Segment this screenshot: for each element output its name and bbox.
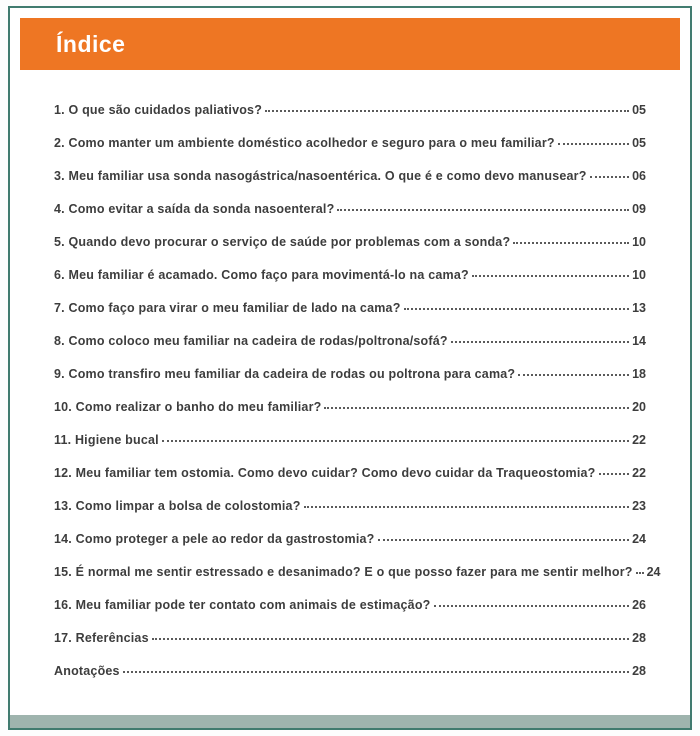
toc-entry — [54, 599, 646, 612]
toc-entry-label: 12. Meu familiar tem ostomia. Como devo cuidar? Como devo cuidar da Traqueostomia? — [54, 466, 596, 480]
toc-entry — [54, 565, 661, 579]
toc-entry — [54, 434, 646, 447]
toc-entry-page: 13 — [632, 301, 646, 315]
dot-leader — [265, 110, 629, 112]
toc-entry-page: 24 — [632, 532, 646, 546]
dot-leader — [472, 275, 629, 277]
index-header — [20, 18, 680, 70]
toc-entry-page: 22 — [632, 466, 646, 480]
toc-entry-label: 11. Higiene bucal — [54, 433, 159, 447]
toc-entry-page: 23 — [632, 499, 646, 513]
toc-entry-page: 18 — [632, 367, 646, 381]
toc-entry — [54, 170, 646, 183]
toc-entry — [54, 401, 646, 414]
toc-entry — [54, 236, 646, 249]
dot-leader — [590, 176, 630, 178]
dot-leader — [378, 539, 630, 541]
toc-entry-label: Anotações — [54, 664, 120, 678]
toc-entry — [54, 467, 646, 480]
toc-entry — [54, 533, 646, 546]
toc-entry — [54, 665, 646, 678]
dot-leader — [324, 407, 629, 409]
toc-entry-label: 2. Como manter um ambiente doméstico acolhedor e seguro para o meu familiar? — [54, 136, 555, 150]
dot-leader — [162, 440, 629, 442]
toc-entry-page: 14 — [632, 334, 646, 348]
toc-entry-label: 16. Meu familiar pode ter contato com animais de estimação? — [54, 598, 431, 612]
toc-entry — [54, 137, 646, 150]
dot-leader — [513, 242, 629, 244]
dot-leader — [404, 308, 630, 310]
toc-entry-label: 9. Como transfiro meu familiar da cadeira de rodas ou poltrona para cama? — [54, 367, 516, 381]
toc-entry — [54, 104, 646, 117]
toc-entry-label: 7. Como faço para virar o meu familiar de lado na cama? — [54, 301, 401, 315]
footer-band — [10, 715, 690, 728]
toc-entry-page: 20 — [632, 400, 646, 414]
toc-entry-page: 26 — [632, 598, 646, 612]
toc-entry-label: 4. Como evitar a saída da sonda nasoenteral? — [54, 202, 335, 216]
toc-entry-page: 28 — [632, 631, 646, 645]
dot-leader — [599, 473, 630, 475]
toc-entry-page: 28 — [632, 664, 646, 678]
toc-entry-label: 6. Meu familiar é acamado. Como faço para movimentá-lo na cama? — [54, 268, 469, 282]
toc-entry-page: 05 — [632, 103, 646, 117]
dot-leader — [152, 638, 629, 640]
toc-entry — [54, 632, 646, 645]
dot-leader — [337, 209, 629, 211]
toc-entry-page: 05 — [632, 136, 646, 150]
dot-leader — [558, 143, 629, 145]
page-frame — [8, 6, 692, 730]
toc-entry — [54, 302, 646, 315]
toc-entry-page: 22 — [632, 433, 646, 447]
toc-entry-label: 17. Referências — [54, 631, 149, 645]
toc-entry-page: 24 — [646, 565, 661, 579]
dot-leader — [451, 341, 629, 343]
toc-entry-label: 14. Como proteger a pele ao redor da gastrostomia? — [54, 532, 375, 546]
toc-entry-label: 8. Como coloco meu familiar na cadeira de rodas/poltrona/sofá? — [54, 334, 448, 348]
toc-entry — [54, 500, 646, 513]
toc-entry — [54, 203, 646, 216]
toc-entry — [54, 335, 646, 348]
toc-entry-page: 09 — [632, 202, 646, 216]
toc-entry-label: 1. O que são cuidados paliativos? — [54, 103, 263, 117]
toc-entry-page: 10 — [632, 235, 646, 249]
toc-entry-page: 10 — [632, 268, 646, 282]
toc-list — [10, 70, 690, 678]
dot-leader — [304, 506, 630, 508]
toc-entry — [54, 269, 646, 282]
toc-entry — [54, 368, 646, 381]
toc-entry-label: 10. Como realizar o banho do meu familiar? — [54, 400, 322, 414]
dot-leader — [434, 605, 630, 607]
page-title: Índice — [56, 30, 126, 57]
toc-entry-label: 3. Meu familiar usa sonda nasogástrica/nasoentérica. O que é e como devo manusear? — [54, 169, 587, 183]
toc-entry-page: 06 — [632, 169, 646, 183]
dot-leader — [123, 671, 629, 673]
dot-leader — [636, 572, 644, 574]
toc-entry-label: 15. É normal me sentir estressado e desanimado? E o que posso fazer para me sentir melhor? — [54, 565, 633, 579]
dot-leader — [518, 374, 629, 376]
toc-entry-label: 5. Quando devo procurar o serviço de saúde por problemas com a sonda? — [54, 235, 511, 249]
toc-entry-label: 13. Como limpar a bolsa de colostomia? — [54, 499, 301, 513]
